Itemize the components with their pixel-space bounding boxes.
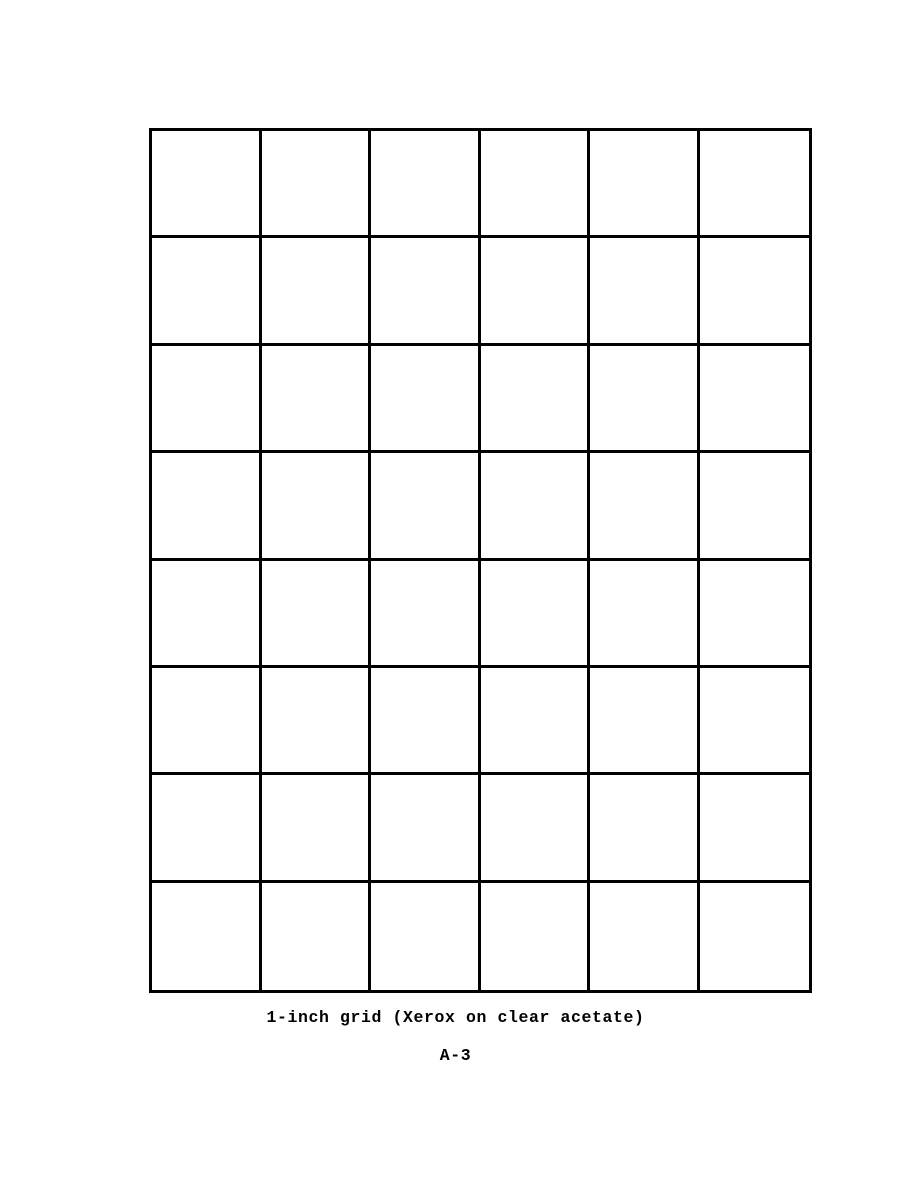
- grid-cell: [262, 561, 372, 668]
- grid-cell: [700, 131, 810, 238]
- one-inch-grid-figure: [149, 128, 812, 993]
- grid-cell: [371, 346, 481, 453]
- grid-cell: [481, 883, 591, 990]
- grid-cell: [700, 561, 810, 668]
- grid-cell: [590, 775, 700, 882]
- grid-cell: [152, 131, 262, 238]
- grid-cell: [152, 668, 262, 775]
- grid-cell: [152, 775, 262, 882]
- grid-cell: [262, 775, 372, 882]
- grid-cell: [152, 238, 262, 345]
- grid-cell: [700, 346, 810, 453]
- grid-cell: [371, 238, 481, 345]
- figure-caption: 1-inch grid (Xerox on clear acetate): [266, 1008, 645, 1027]
- grid-cell: [262, 453, 372, 560]
- grid-cell: [262, 238, 372, 345]
- grid-cell: [481, 453, 591, 560]
- grid-cell: [371, 131, 481, 238]
- grid-cell: [700, 883, 810, 990]
- grid-cell: [152, 561, 262, 668]
- grid-cell: [590, 346, 700, 453]
- grid-cell: [481, 238, 591, 345]
- page-number: A-3: [439, 1046, 472, 1065]
- grid-cell: [371, 775, 481, 882]
- grid-cell: [481, 346, 591, 453]
- grid-cell: [262, 883, 372, 990]
- grid-cell: [371, 453, 481, 560]
- grid-cell: [262, 668, 372, 775]
- grid-cell: [481, 775, 591, 882]
- grid-cell: [700, 453, 810, 560]
- grid-cell: [700, 238, 810, 345]
- grid-cell: [590, 883, 700, 990]
- grid-cell: [590, 668, 700, 775]
- grid-cell: [262, 346, 372, 453]
- grid-cell: [371, 668, 481, 775]
- grid-cell: [481, 561, 591, 668]
- grid-cell: [152, 883, 262, 990]
- grid-cell: [481, 131, 591, 238]
- grid-cell: [371, 561, 481, 668]
- grid-cell: [590, 238, 700, 345]
- grid-cell: [590, 561, 700, 668]
- grid-cell: [152, 453, 262, 560]
- grid-cell: [262, 131, 372, 238]
- grid-cell: [700, 668, 810, 775]
- grid-cell: [590, 453, 700, 560]
- grid-cell: [590, 131, 700, 238]
- grid-cell: [700, 775, 810, 882]
- grid-cell: [152, 346, 262, 453]
- grid-cell: [481, 668, 591, 775]
- grid-cell: [371, 883, 481, 990]
